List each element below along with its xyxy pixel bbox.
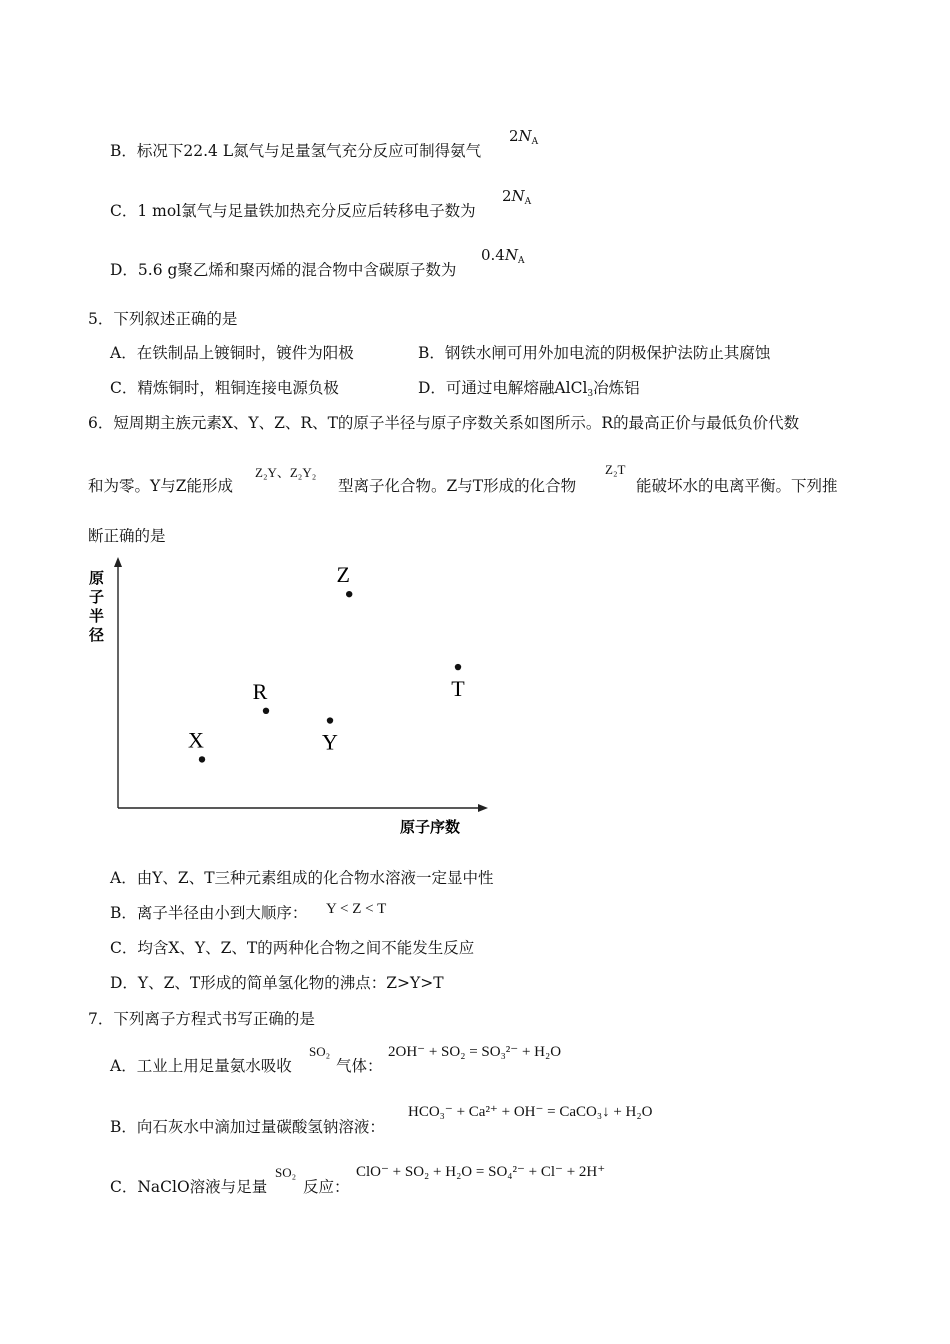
q6-stem-line2b: 型离子化合物。Z与T形成的化合物: [338, 477, 577, 495]
q5-option-b: B．钢铁水闸可用外加电流的阴极保护法防止其腐蚀: [418, 344, 771, 362]
q6-option-b-formula: Y < Z < T: [326, 901, 387, 917]
q7-option-a-equation: 2OH⁻ + SO₂ = SO₃²⁻ + H₂O: [388, 1044, 562, 1060]
point-label-T: T: [451, 676, 465, 702]
q4-option-c: [110, 201, 476, 221]
q5-option-a: A．在铁制品上镀铜时，镀件为阳极: [110, 344, 354, 362]
point-label-Z: Z: [336, 562, 350, 588]
y-axis-label-char: 原: [89, 569, 105, 587]
point-label-Y: Y: [322, 729, 338, 755]
q4-option-b: [110, 141, 481, 161]
point-R: [263, 708, 269, 714]
q7-option-c: C．NaClO溶液与足量: [110, 1178, 268, 1196]
q6-formula-z2y: Z₂Y、Z₂Y₂: [255, 465, 317, 480]
q4-option-c-formula: $2N_A$: [502, 187, 532, 207]
q4-option-d-text: D．5.6 g聚乙烯和聚丙烯的混合物中含碳原子数为: [110, 261, 457, 279]
q7-option-c-post: 反应：: [303, 1178, 350, 1196]
q4-option-b-formula: $2N_A$: [509, 127, 539, 147]
point-X: [199, 756, 205, 762]
q6-option-d: D．Y、Z、T形成的简单氢化物的沸点：Z>Y>T: [110, 974, 444, 992]
q6-option-b: B．离子半径由小到大顺序：: [110, 904, 308, 922]
q7-option-b: B．向石灰水中滴加过量碳酸氢钠溶液：: [110, 1118, 385, 1136]
q5-option-d: D．可通过电解熔融AlCl$_3$冶炼铝: [418, 379, 640, 399]
x-axis-label: 原子序数: [400, 818, 461, 836]
q4-option-c-text: C．1 mol氯气与足量铁加热充分反应后转移电子数为: [110, 202, 476, 220]
q6-formula-z2t: Z₂T: [605, 462, 626, 477]
q6-stem-line2c: 能破坏水的电离平衡。下列推: [636, 477, 838, 495]
y-axis-label-char: 子: [89, 588, 105, 606]
y-axis-label-char: 半: [89, 607, 105, 625]
q7-option-a-post: 气体：: [336, 1057, 383, 1075]
q6-stem-line3: 断正确的是: [88, 527, 166, 545]
point-Y: [327, 717, 333, 723]
q7-option-c-gas: SO₂: [275, 1165, 297, 1180]
x-axis-arrow: [478, 804, 488, 812]
q7-option-a-gas: SO₂: [309, 1044, 331, 1059]
y-axis-label-char: 径: [89, 626, 105, 644]
q4-option-d: [110, 260, 456, 280]
q7-option-c-equation: ClO⁻ + SO₂ + H₂O = SO₄²⁻ + Cl⁻ + 2H⁺: [356, 1164, 606, 1180]
q4-option-b-text: B．标况下22.4 L氮气与足量氢气充分反应可制得氨气: [110, 142, 482, 160]
q6-option-c: C．均含X、Y、Z、T的两种化合物之间不能发生反应: [110, 939, 475, 957]
q6-option-a: A．由Y、Z、T三种元素组成的化合物水溶液一定显中性: [110, 869, 494, 887]
q5-option-c: C．精炼铜时，粗铜连接电源负极: [110, 379, 339, 397]
data-points: [188, 562, 465, 762]
q7-option-b-equation: HCO₃⁻ + Ca²⁺ + OH⁻ = CaCO₃↓ + H₂O: [408, 1104, 653, 1120]
radius-vs-atomic-number-chart: [80, 555, 500, 845]
q5-stem: 5．下列叙述正确的是: [88, 310, 238, 328]
q6-stem-line2a: 和为零。Y与Z能形成: [88, 477, 234, 495]
point-Z: [346, 591, 352, 597]
q6-stem-line1: 6．短周期主族元素X、Y、Z、R、T的原子半径与原子序数关系如图所示。R的最高正价与最低负价代数: [88, 414, 800, 432]
y-axis-label: [88, 569, 104, 644]
point-label-R: R: [252, 678, 268, 704]
point-T: [455, 664, 461, 670]
y-axis-arrow: [114, 557, 122, 567]
q7-option-a: A．工业上用足量氨水吸收: [110, 1057, 292, 1075]
point-label-X: X: [188, 727, 204, 753]
q4-option-d-formula: $0.4N_A$: [481, 246, 525, 266]
q7-stem: 7．下列离子方程式书写正确的是: [88, 1010, 315, 1028]
